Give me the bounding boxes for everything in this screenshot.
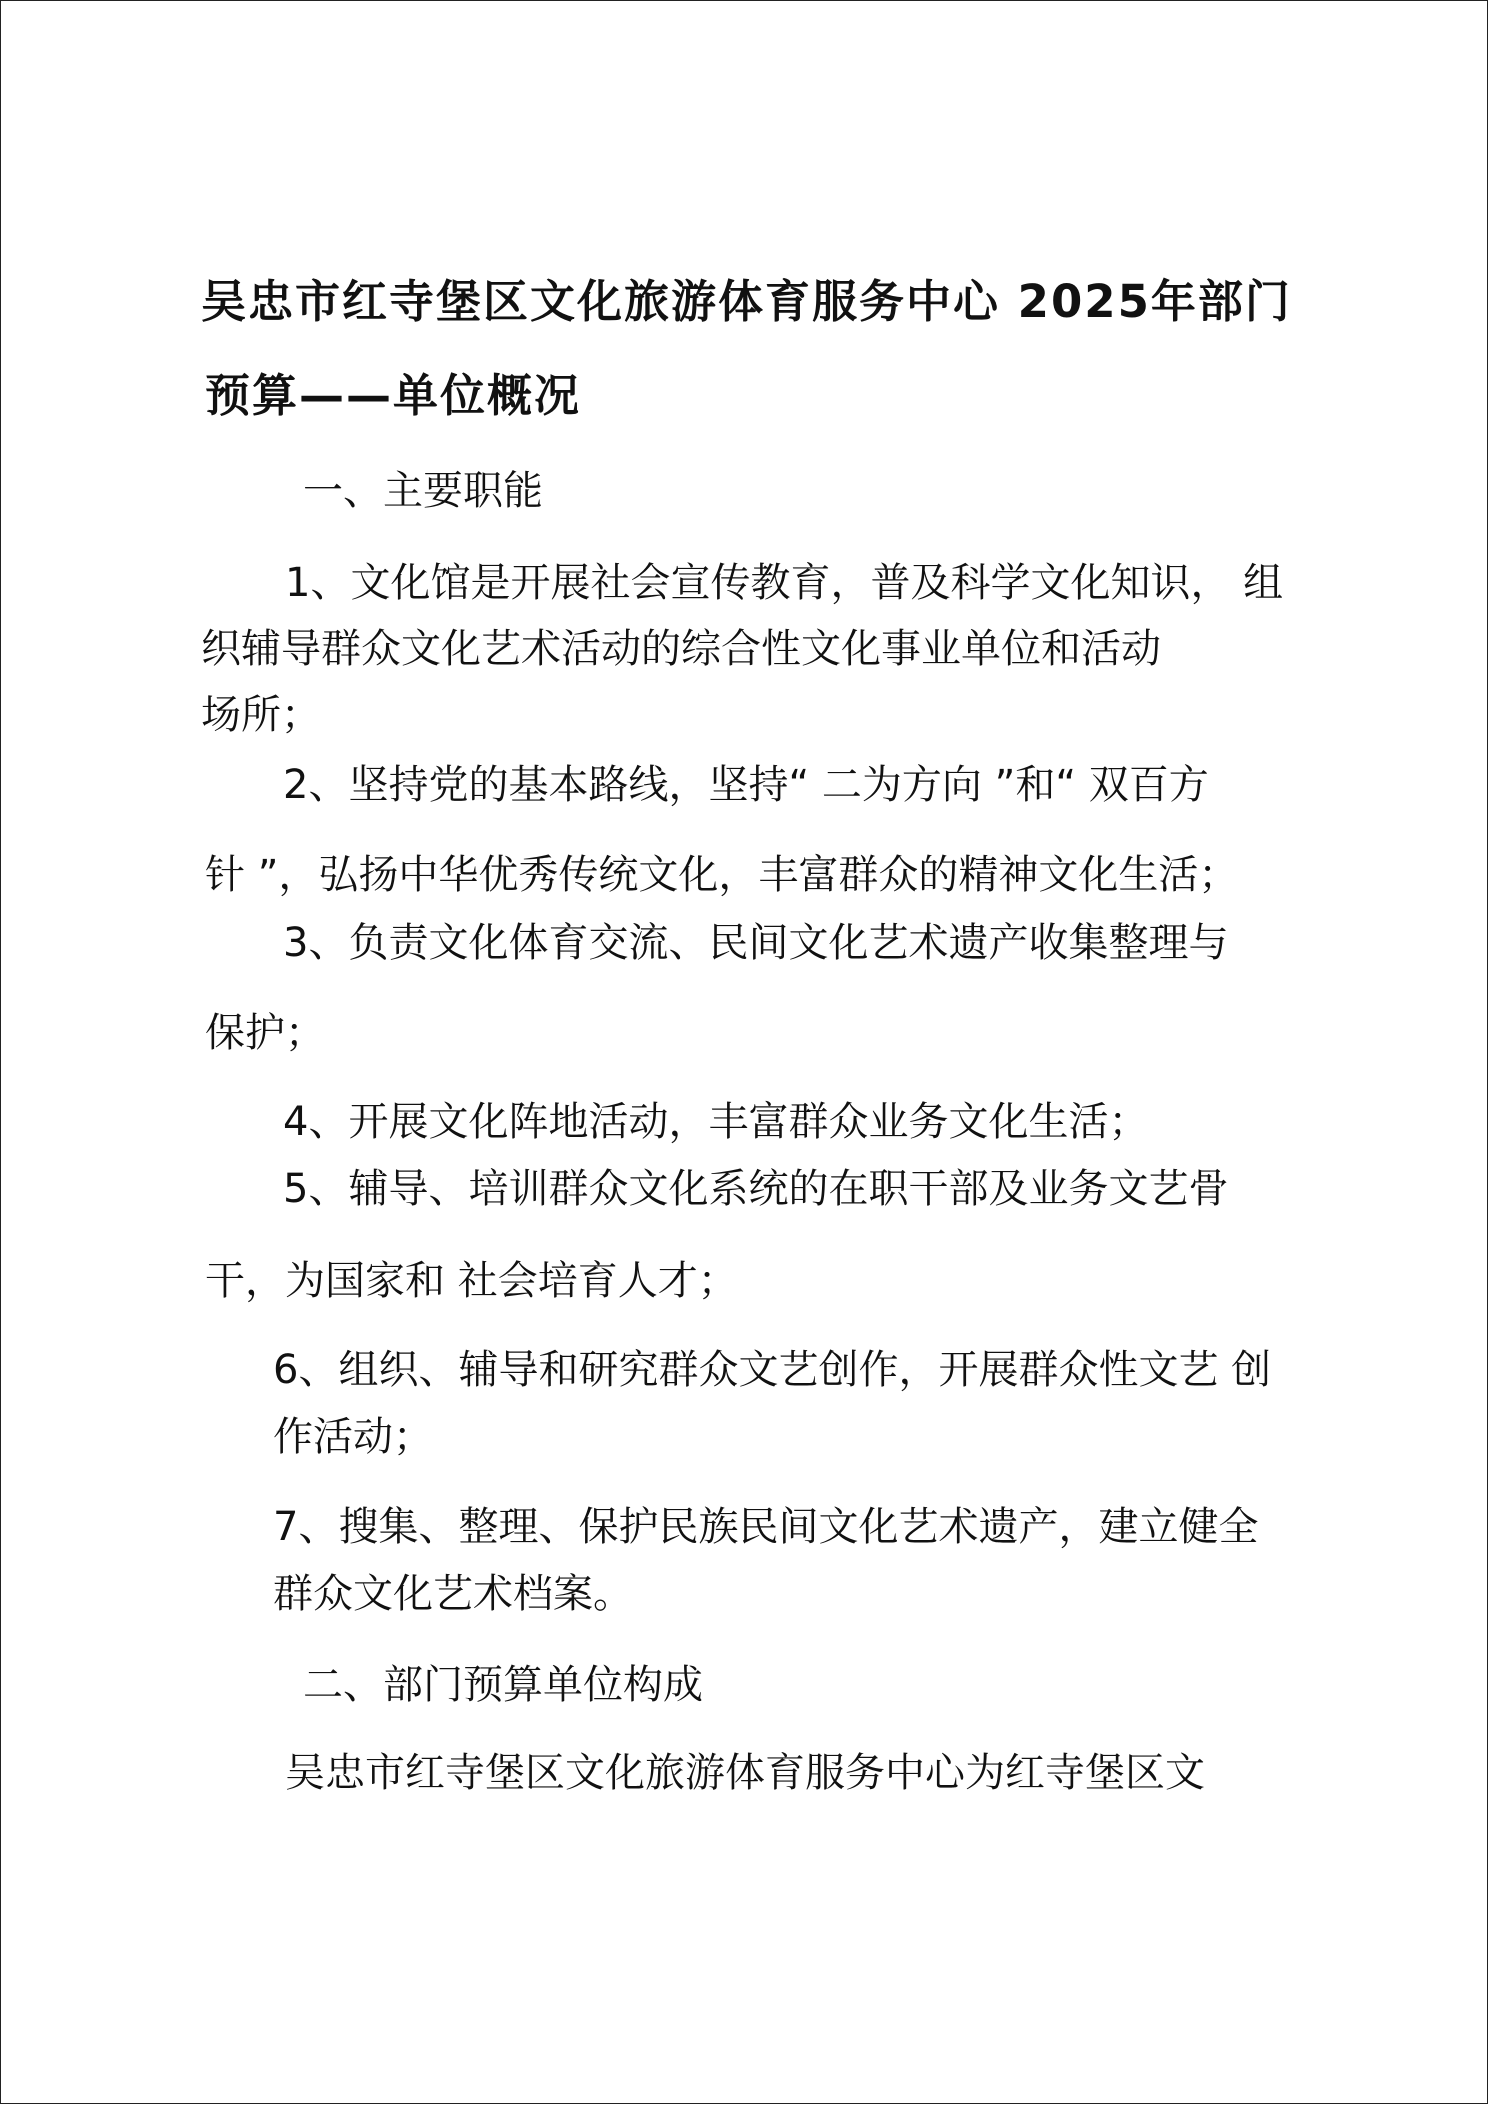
- item-2-line-1: 2、坚持党的基本路线，坚持“ 二为方向 ”和“ 双百方: [283, 762, 1209, 808]
- item-5-line-1: 5、辅导、培训群众文化系统的在职干部及业务文艺骨: [283, 1166, 1229, 1212]
- item-1-line-1: 1、文化馆是开展社会宣传教育，普及科学文化知识， 组: [285, 560, 1284, 606]
- item-7-line-1: 7、搜集、整理、保护民族民间文化艺术遗产，建立健全: [273, 1504, 1259, 1550]
- item-3-line-2: 保护；: [205, 1010, 325, 1056]
- item-6-line-1: 6、组织、辅导和研究群众文艺创作，开展群众性文艺 创: [273, 1347, 1272, 1393]
- section-2-heading: 二、部门预算单位构成: [303, 1662, 703, 1708]
- document-title-line-1: 吴忠市红寺堡区文化旅游体育服务中心 2025年部门: [201, 275, 1292, 328]
- section-1-heading: 一、主要职能: [303, 468, 543, 514]
- item-1-line-3: 场所；: [201, 692, 321, 738]
- document-title-line-2: 预算——单位概况: [205, 369, 582, 422]
- item-7-line-2: 群众文化艺术档案。: [273, 1571, 633, 1617]
- item-4-line-1: 4、开展文化阵地活动，丰富群众业务文化生活；: [283, 1099, 1149, 1145]
- item-3-line-1: 3、负责文化体育交流、民间文化艺术遗产收集整理与: [283, 920, 1229, 966]
- item-5-line-2: 干，为国家和 社会培育人才；: [205, 1258, 738, 1304]
- section-2-paragraph-line-1: 吴忠市红寺堡区文化旅游体育服务中心为红寺堡区文: [285, 1750, 1205, 1796]
- item-1-line-2: 织辅导群众文化艺术活动的综合性文化事业单位和活动: [201, 626, 1161, 672]
- item-6-line-2: 作活动；: [273, 1414, 433, 1460]
- item-2-line-2: 针 ”，弘扬中华优秀传统文化，丰富群众的精神文化生活；: [205, 852, 1239, 898]
